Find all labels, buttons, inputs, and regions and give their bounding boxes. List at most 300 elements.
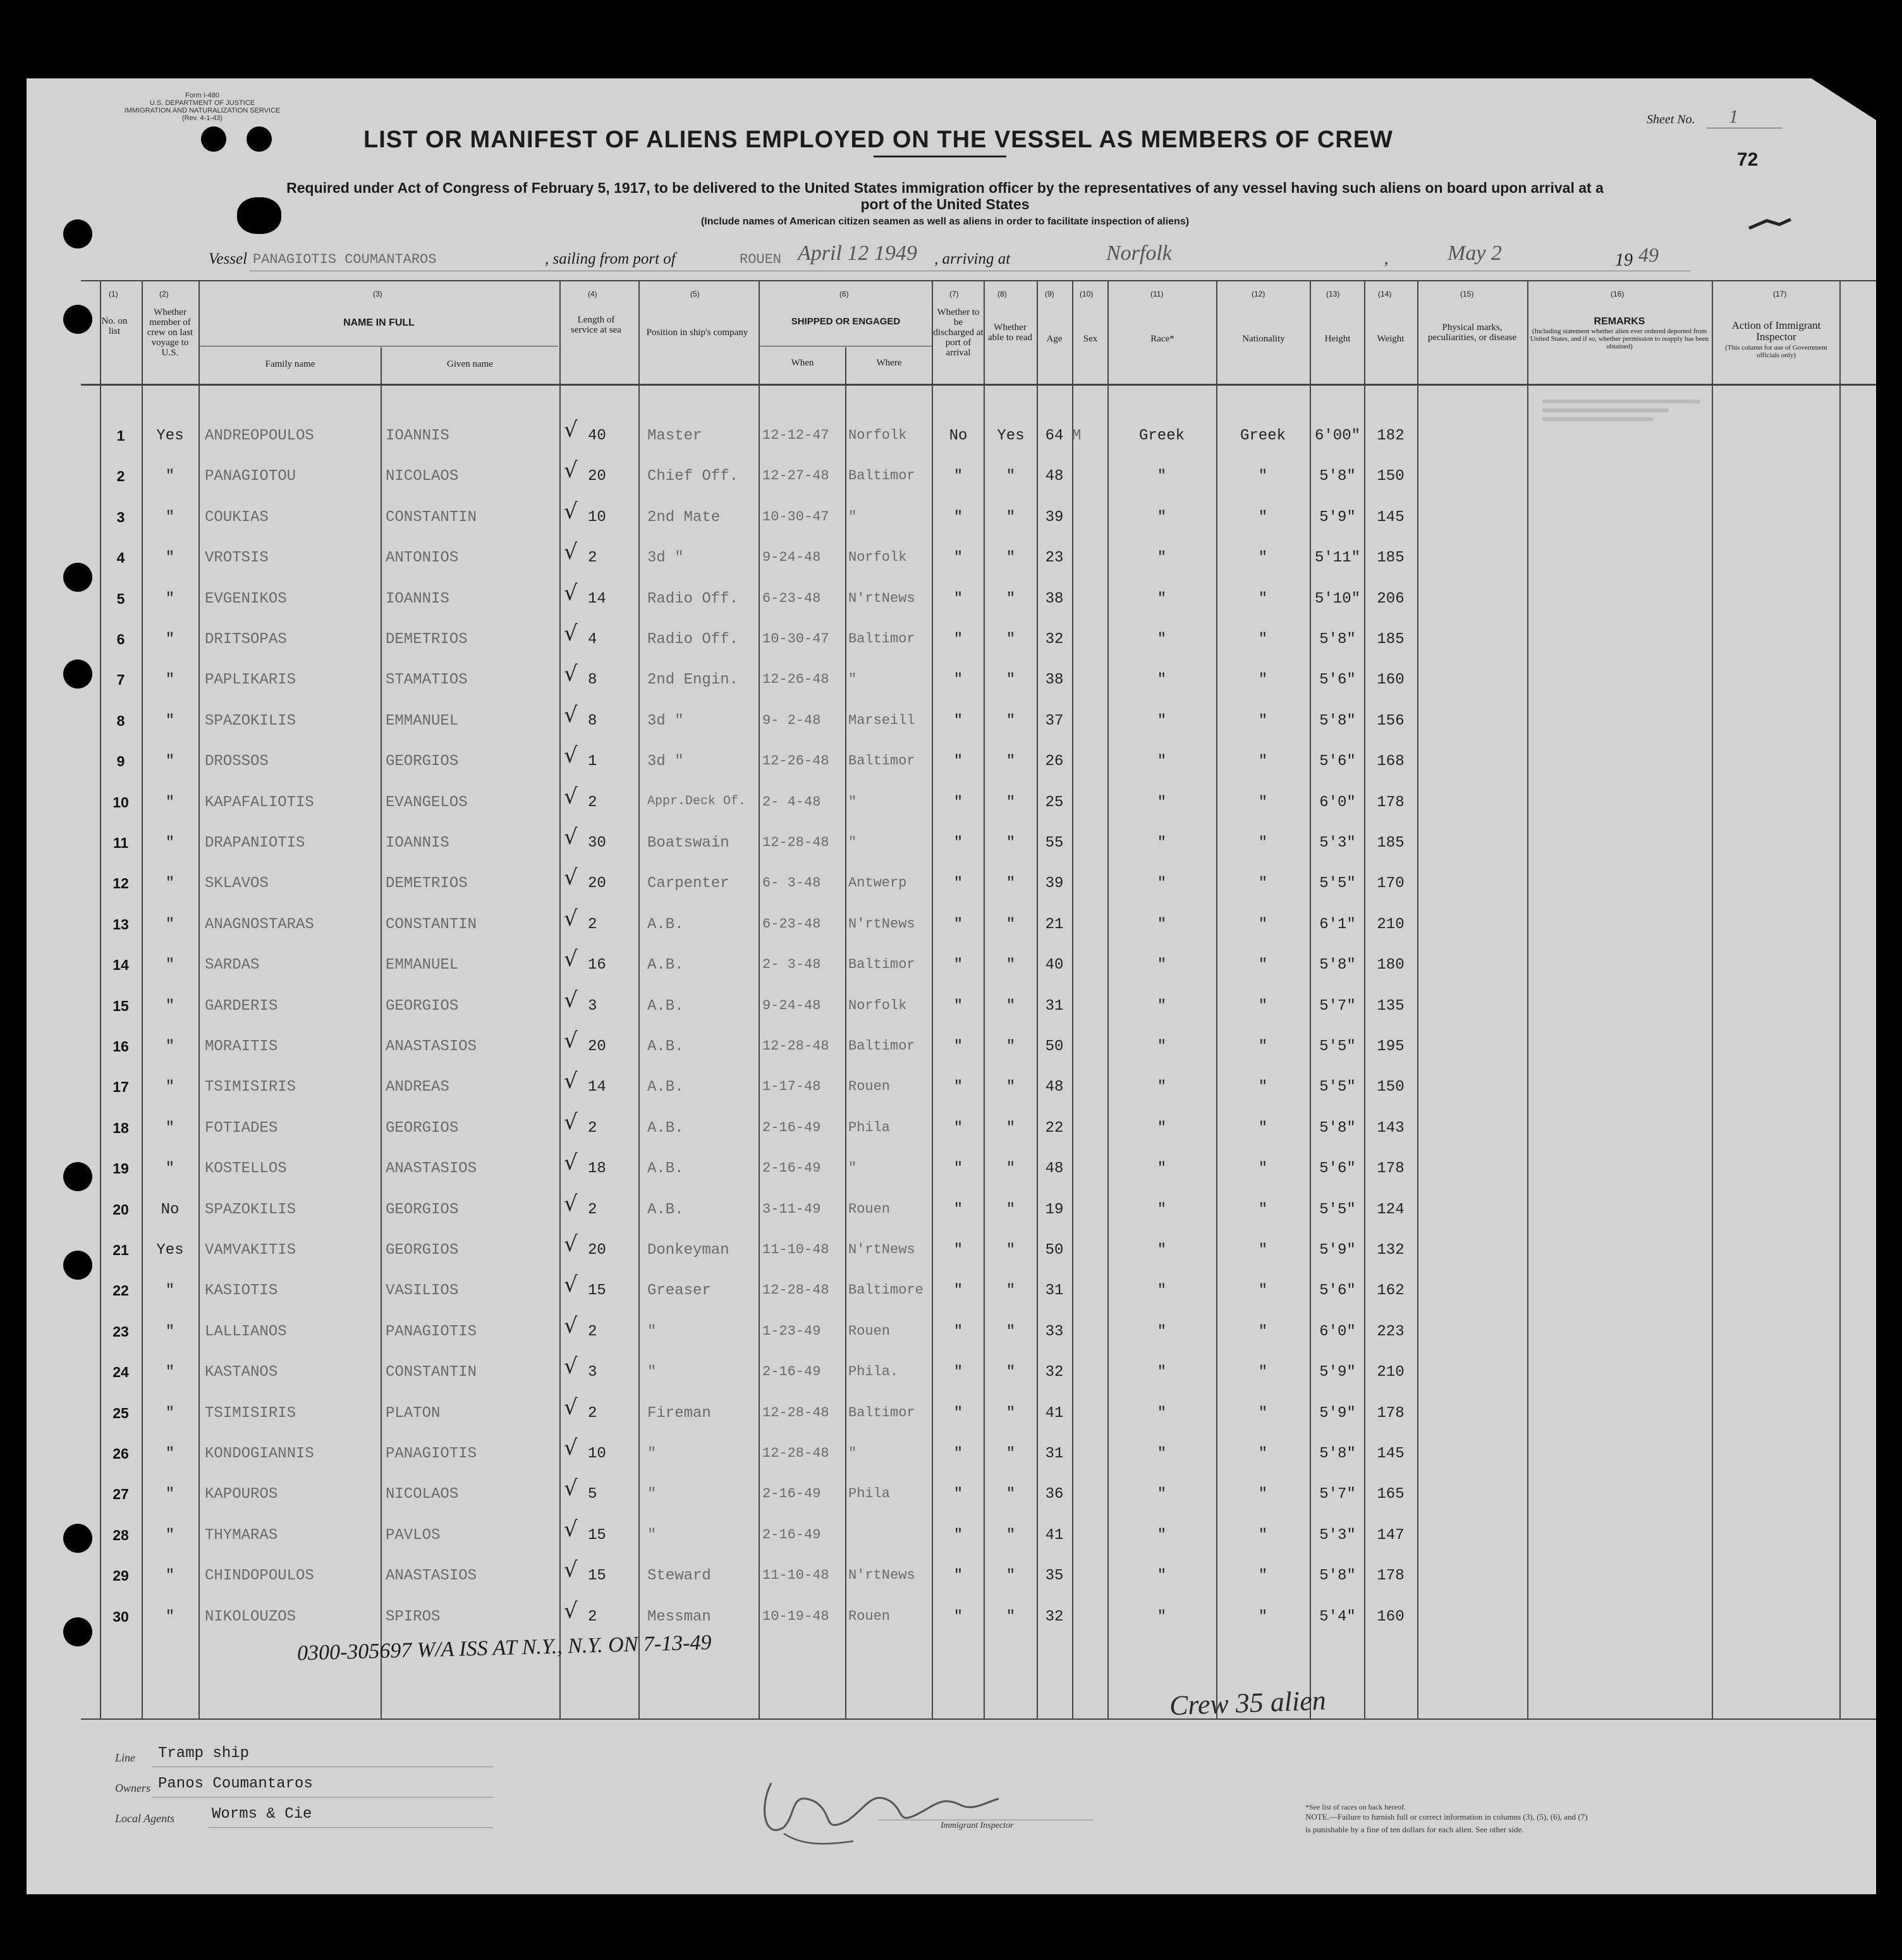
nationality: " — [1258, 1608, 1268, 1626]
discharged: " — [953, 1079, 963, 1096]
discharged: " — [953, 1160, 963, 1177]
service-length: 15 — [588, 1527, 606, 1544]
service-length: 2 — [588, 549, 597, 567]
col-given-label: Given name — [447, 359, 493, 369]
shipped-where: Norfolk — [848, 427, 907, 443]
col-2-num: (2) — [159, 290, 169, 298]
row-number: 2 — [116, 468, 125, 484]
shipped-where: Baltimor — [848, 468, 915, 484]
position: Greaser — [647, 1282, 711, 1299]
shipped-where: " — [848, 671, 857, 687]
race: Greek — [1138, 427, 1185, 444]
shipped-where: Baltimor — [848, 631, 915, 647]
service-length: 8 — [588, 671, 597, 689]
height: 6'00" — [1314, 427, 1360, 444]
height: 5'10" — [1314, 591, 1360, 608]
prev-voyage: " — [165, 468, 175, 485]
discharged: " — [953, 835, 963, 852]
service-length: 10 — [588, 1445, 606, 1462]
crew-total-note: Crew 35 alien — [1169, 1684, 1327, 1722]
col-12-num: (12) — [1252, 290, 1265, 298]
year-prefix: 19 — [1615, 250, 1633, 270]
position: Messman — [647, 1608, 711, 1626]
shipped-where: Rouen — [848, 1201, 891, 1217]
col-5-num: (5) — [690, 290, 700, 298]
row-number: 3 — [116, 509, 125, 525]
column-rule — [1417, 281, 1418, 1720]
height: 5'9" — [1319, 1242, 1356, 1259]
position: " — [647, 1445, 657, 1462]
age: 31 — [1045, 998, 1064, 1015]
discharged: " — [953, 957, 963, 974]
shipped-when: 12-28-48 — [762, 835, 829, 850]
discharged: " — [953, 1608, 963, 1626]
nationality: " — [1258, 1038, 1268, 1055]
weight: 165 — [1377, 1486, 1405, 1503]
service-length: 2 — [588, 1323, 597, 1340]
age: 31 — [1045, 1445, 1064, 1462]
col-7-num: (7) — [949, 290, 959, 298]
age: 23 — [1045, 549, 1064, 567]
agents-value: Worms & Cie — [212, 1806, 312, 1823]
position: A.B. — [647, 1160, 684, 1177]
able-to-read: " — [1006, 916, 1016, 933]
age: 48 — [1045, 1160, 1064, 1177]
weight: 180 — [1377, 957, 1405, 974]
row-number: 1 — [116, 427, 125, 444]
position: A.B. — [647, 1120, 684, 1137]
shipped-where: " — [848, 509, 857, 525]
service-length: 40 — [588, 427, 606, 444]
able-to-read: " — [1006, 631, 1016, 648]
service-length: 2 — [588, 794, 597, 811]
arriving-port: Norfolk — [1106, 242, 1172, 265]
able-to-read: Yes — [997, 427, 1025, 444]
able-to-read: " — [1006, 1364, 1016, 1381]
col-10-label: Sex — [1083, 334, 1098, 344]
year-suffix: 49 — [1638, 243, 1659, 266]
service-check-mark: √ — [564, 1476, 578, 1501]
shipped-where: Phila — [848, 1486, 891, 1502]
races-note: *See list of races on back hereof. — [1305, 1803, 1406, 1811]
row-number: 23 — [113, 1323, 129, 1340]
position: " — [647, 1527, 657, 1544]
service-length: 2 — [588, 1405, 597, 1422]
col-14-label: Weight — [1377, 334, 1405, 344]
column-rule — [559, 281, 561, 1720]
discharged: " — [953, 1120, 963, 1137]
age: 40 — [1045, 957, 1064, 974]
able-to-read: " — [1006, 1160, 1016, 1177]
height: 5'6" — [1319, 753, 1356, 770]
shipped-where: Norfolk — [848, 998, 907, 1014]
height: 5'8" — [1319, 957, 1356, 974]
able-to-read: " — [1006, 1486, 1016, 1503]
nationality: Greek — [1240, 427, 1286, 444]
service-length: 1 — [588, 753, 597, 770]
sailing-date: April 12 1949 — [798, 242, 917, 265]
weight: 210 — [1377, 1364, 1405, 1381]
family-name: FOTIADES — [205, 1120, 278, 1137]
given-name: GEORGIOS — [386, 998, 459, 1015]
prev-voyage: " — [165, 753, 175, 770]
sailing-port: ROUEN — [740, 252, 782, 267]
penalty-note-1: NOTE.—Failure to furnish full or correct information in columns (3), (5), (6), and (7) — [1305, 1812, 1588, 1822]
row-number: 25 — [113, 1405, 129, 1421]
nationality: " — [1258, 549, 1268, 567]
discharged: " — [953, 1567, 963, 1584]
service-length: 4 — [588, 631, 597, 648]
prev-voyage: " — [165, 794, 175, 811]
able-to-read: " — [1006, 957, 1016, 974]
shipped-where: " — [848, 835, 857, 850]
agents-underline — [209, 1827, 493, 1828]
service-check-mark: √ — [564, 1435, 578, 1461]
service-check-mark: √ — [564, 1598, 578, 1624]
service-length: 16 — [588, 957, 606, 974]
col-1-num: (1) — [109, 290, 118, 298]
given-name: CONSTANTIN — [386, 509, 477, 526]
weight: 160 — [1377, 1608, 1405, 1626]
race: " — [1157, 1038, 1167, 1055]
discharged: " — [953, 1242, 963, 1259]
position: Steward — [647, 1567, 711, 1584]
weight: 206 — [1377, 591, 1405, 608]
nationality: " — [1258, 753, 1268, 770]
weight: 150 — [1377, 1079, 1405, 1096]
discharged: " — [953, 1445, 963, 1462]
position: Radio Off. — [647, 631, 739, 648]
able-to-read: " — [1006, 549, 1016, 567]
nationality: " — [1258, 1160, 1268, 1177]
position: " — [647, 1323, 657, 1340]
position: Radio Off. — [647, 591, 739, 608]
age: 39 — [1045, 509, 1064, 526]
service-length: 3 — [588, 1364, 597, 1381]
service-length: 3 — [588, 998, 597, 1015]
family-name: PAPLIKARIS — [205, 671, 296, 689]
service-length: 5 — [588, 1486, 597, 1503]
shipped-where: Baltimor — [848, 753, 915, 769]
column-rule — [198, 281, 200, 1720]
service-check-mark: √ — [564, 988, 578, 1013]
race: " — [1157, 713, 1167, 730]
race: " — [1157, 916, 1167, 933]
discharged: " — [953, 1323, 963, 1340]
col-16-sub: (Including statement whether alien ever ordered deported from United States, and if so, whether permission to reapply has been obtained) — [1530, 328, 1709, 350]
weight: 178 — [1377, 1405, 1405, 1422]
shipped-where: Baltimore — [848, 1282, 924, 1298]
shipped-when: 9- 2-48 — [762, 713, 821, 728]
age: 38 — [1045, 591, 1064, 608]
comma: , — [1384, 250, 1389, 267]
service-length: 2 — [588, 1201, 597, 1218]
row-number: 28 — [113, 1527, 129, 1543]
shipped-when: 6-23-48 — [762, 591, 821, 606]
age: 31 — [1045, 1282, 1064, 1299]
shipped-when: 12-28-48 — [762, 1405, 829, 1421]
shipped-when: 6- 3-48 — [762, 875, 821, 891]
shipped-when: 11-10-48 — [762, 1242, 829, 1258]
shipped-where: Rouen — [848, 1079, 891, 1094]
race: " — [1157, 549, 1167, 567]
race: " — [1157, 753, 1167, 770]
service-length: 14 — [588, 591, 606, 608]
given-name: GEORGIOS — [386, 1120, 459, 1137]
able-to-read: " — [1006, 1567, 1016, 1584]
service-length: 2 — [588, 1120, 597, 1137]
col-9-label: Age — [1046, 334, 1063, 344]
service-check-mark: √ — [564, 784, 578, 809]
shipped-where: Rouen — [848, 1323, 891, 1339]
family-name: KOSTELLOS — [205, 1160, 287, 1177]
position: Donkeyman — [647, 1242, 729, 1259]
row-number: 15 — [113, 998, 129, 1014]
discharged: " — [953, 1038, 963, 1055]
discharged: " — [953, 631, 963, 648]
family-name: GARDERIS — [205, 998, 278, 1015]
weight: 124 — [1377, 1201, 1405, 1218]
col-3-num: (3) — [373, 290, 382, 298]
family-name: SARDAS — [205, 957, 260, 974]
age: 25 — [1045, 794, 1064, 811]
discharged: " — [953, 671, 963, 689]
sheet-number: 1 — [1729, 106, 1738, 127]
height: 5'3" — [1319, 1527, 1356, 1544]
service-length: 15 — [588, 1567, 606, 1584]
height: 5'9" — [1319, 509, 1356, 526]
agency: U.S. DEPARTMENT OF JUSTICE — [149, 99, 255, 107]
weight: 223 — [1377, 1323, 1405, 1340]
prev-voyage: " — [165, 549, 175, 567]
column-rule — [1527, 281, 1528, 1720]
vessel-name: PANAGIOTIS COUMANTAROS — [253, 252, 437, 267]
family-name: LALLIANOS — [205, 1323, 287, 1340]
sailing-label: , sailing from port of — [545, 250, 676, 267]
given-name: ANASTASIOS — [386, 1567, 477, 1584]
age: 64 — [1045, 427, 1064, 444]
col-14-num: (14) — [1378, 290, 1392, 298]
family-name: NIKOLOUZOS — [205, 1608, 296, 1626]
race: " — [1157, 1405, 1167, 1422]
position: A.B. — [647, 957, 684, 974]
prev-voyage: " — [165, 671, 175, 689]
weight: 168 — [1377, 753, 1405, 770]
col-11-label: Race* — [1150, 334, 1174, 344]
race: " — [1157, 1160, 1167, 1177]
discharged: " — [953, 591, 963, 608]
nationality: " — [1258, 916, 1268, 933]
age: 41 — [1045, 1527, 1064, 1544]
shipped-where: N'rtNews — [848, 1567, 915, 1583]
shipped-where: Phila — [848, 1120, 891, 1136]
weight: 195 — [1377, 1038, 1405, 1055]
family-name: VAMVAKITIS — [205, 1242, 296, 1259]
row-number: 12 — [113, 875, 129, 891]
column-rule — [1712, 281, 1713, 1720]
shipped-when: 9-24-48 — [762, 998, 821, 1014]
family-name: KAPOUROS — [205, 1486, 278, 1503]
age: 41 — [1045, 1405, 1064, 1422]
service-check-mark: √ — [564, 743, 578, 768]
age: 37 — [1045, 713, 1064, 730]
height: 5'9" — [1319, 1364, 1356, 1381]
form-id: Form I-480 — [185, 92, 219, 99]
age: 39 — [1045, 875, 1064, 892]
discharged: " — [953, 468, 963, 485]
service-length: 18 — [588, 1160, 606, 1177]
col-15-label: Physical marks, peculiarities, or disease — [1427, 322, 1517, 343]
shipped-when: 12-28-48 — [762, 1445, 829, 1461]
nationality: " — [1258, 1079, 1268, 1096]
weight: 162 — [1377, 1282, 1405, 1299]
family-name: EVGENIKOS — [205, 591, 287, 608]
shipped-when: 11-10-48 — [762, 1567, 829, 1583]
family-name: ANAGNOSTARAS — [205, 916, 314, 933]
shipped-when: 10-30-47 — [762, 509, 829, 525]
row-number: 8 — [116, 713, 125, 729]
nationality: " — [1258, 468, 1268, 485]
weight: 178 — [1377, 794, 1405, 811]
height: 5'5" — [1319, 1038, 1356, 1055]
service-check-mark: √ — [564, 1354, 578, 1379]
shipped-when: 1-17-48 — [762, 1079, 821, 1094]
col-16-num: (16) — [1611, 290, 1625, 298]
weight: 143 — [1377, 1120, 1405, 1137]
nationality: " — [1258, 1527, 1268, 1544]
family-name: ANDREOPOULOS — [205, 427, 314, 444]
nationality: " — [1258, 713, 1268, 730]
able-to-read: " — [1006, 468, 1016, 485]
position: 3d " — [647, 549, 684, 567]
position: Chief Off. — [647, 468, 739, 485]
nationality: " — [1258, 1242, 1268, 1259]
race: " — [1157, 1527, 1167, 1544]
given-name: CONSTANTIN — [386, 1364, 477, 1381]
service-check-mark: √ — [564, 539, 578, 565]
service-check-mark: √ — [564, 1028, 578, 1053]
shipped-where: Marseill — [848, 713, 915, 728]
race: " — [1157, 468, 1167, 485]
owners-label: Owners — [115, 1782, 151, 1794]
col-1-label: No. on list — [101, 316, 128, 336]
race: " — [1157, 509, 1167, 526]
discharged: " — [953, 1527, 963, 1544]
family-name: DROSSOS — [205, 753, 269, 770]
service-length: 20 — [588, 1038, 606, 1055]
shipped-where: Baltimor — [848, 957, 915, 972]
column-rule — [381, 347, 382, 1718]
service: IMMIGRATION AND NATURALIZATION SERVICE — [124, 107, 281, 114]
given-name: IOANNIS — [386, 835, 449, 852]
age: 36 — [1045, 1486, 1064, 1503]
given-name: PANAGIOTIS — [386, 1323, 477, 1340]
prev-voyage: " — [165, 591, 175, 608]
weight: 145 — [1377, 509, 1405, 526]
service-check-mark: √ — [564, 946, 578, 972]
prev-voyage: " — [165, 998, 175, 1015]
position: 3d " — [647, 713, 684, 730]
able-to-read: " — [1006, 671, 1016, 689]
age: 50 — [1045, 1242, 1064, 1259]
discharged: " — [953, 1201, 963, 1218]
service-check-mark: √ — [564, 865, 578, 890]
shipped-when: 12-28-48 — [762, 1038, 829, 1054]
row-number: 20 — [113, 1201, 129, 1218]
weight: 182 — [1377, 427, 1405, 444]
weight: 150 — [1377, 468, 1405, 485]
service-length: 20 — [588, 875, 606, 892]
col-8-num: (8) — [997, 290, 1007, 298]
row-number: 16 — [113, 1038, 129, 1055]
prev-voyage: " — [165, 1527, 175, 1544]
family-name: TSIMISIRIS — [205, 1079, 296, 1096]
service-check-mark: √ — [564, 1110, 578, 1135]
page-number: 72 — [1737, 149, 1759, 170]
row-number: 4 — [116, 549, 125, 566]
shipped-where: " — [848, 1445, 857, 1461]
able-to-read: " — [1006, 1079, 1016, 1096]
position: " — [647, 1364, 657, 1381]
col-6-label: SHIPPED OR ENGAGED — [791, 316, 901, 327]
prev-voyage: " — [165, 1445, 175, 1462]
nationality: " — [1258, 875, 1268, 892]
height: 5'3" — [1319, 835, 1356, 852]
col-5-label: Position in ship's company — [646, 328, 748, 338]
service-check-mark: √ — [564, 1395, 578, 1420]
prev-voyage: " — [165, 1120, 175, 1137]
shipped-when: 10-19-48 — [762, 1608, 829, 1624]
discharged: " — [953, 1282, 963, 1299]
family-name: VROTSIS — [205, 549, 269, 567]
shipped-when: 2-16-49 — [762, 1120, 821, 1136]
owners-value: Panos Coumantaros — [158, 1775, 313, 1792]
race: " — [1157, 1079, 1167, 1096]
given-name: DEMETRIOS — [386, 875, 468, 892]
able-to-read: " — [1006, 509, 1016, 526]
service-check-mark: √ — [564, 1557, 578, 1583]
nationality: " — [1258, 1486, 1268, 1503]
family-name: SPAZOKILIS — [205, 713, 296, 730]
height: 5'8" — [1319, 1445, 1356, 1462]
family-name: MORAITIS — [205, 1038, 278, 1055]
shipped-where: N'rtNews — [848, 591, 915, 606]
shipped-where: Baltimor — [848, 1038, 915, 1054]
weight: 147 — [1377, 1527, 1405, 1544]
row-number: 11 — [113, 835, 129, 851]
service-length: 30 — [588, 835, 606, 852]
shipped-when: 12-26-48 — [762, 671, 829, 687]
shipped-when: 1-23-49 — [762, 1323, 821, 1339]
discharged: " — [953, 549, 963, 567]
age: 50 — [1045, 1038, 1064, 1055]
nationality: " — [1258, 1201, 1268, 1218]
col-12-label: Nationality — [1242, 334, 1285, 344]
family-name: COUKIAS — [205, 509, 269, 526]
inspector-label: Immigrant Inspector — [941, 1821, 1014, 1830]
required-line-2: port of the United States — [860, 196, 1030, 212]
discharged: " — [953, 1486, 963, 1503]
prev-voyage: " — [165, 957, 175, 974]
age: 32 — [1045, 1608, 1064, 1626]
prev-voyage: " — [165, 916, 175, 933]
arriving-label: , arriving at — [934, 250, 1011, 267]
row-number: 14 — [113, 957, 129, 973]
weight: 132 — [1377, 1242, 1405, 1259]
service-check-mark: √ — [564, 1517, 578, 1542]
age: 38 — [1045, 671, 1064, 689]
given-name: PAVLOS — [386, 1527, 441, 1544]
